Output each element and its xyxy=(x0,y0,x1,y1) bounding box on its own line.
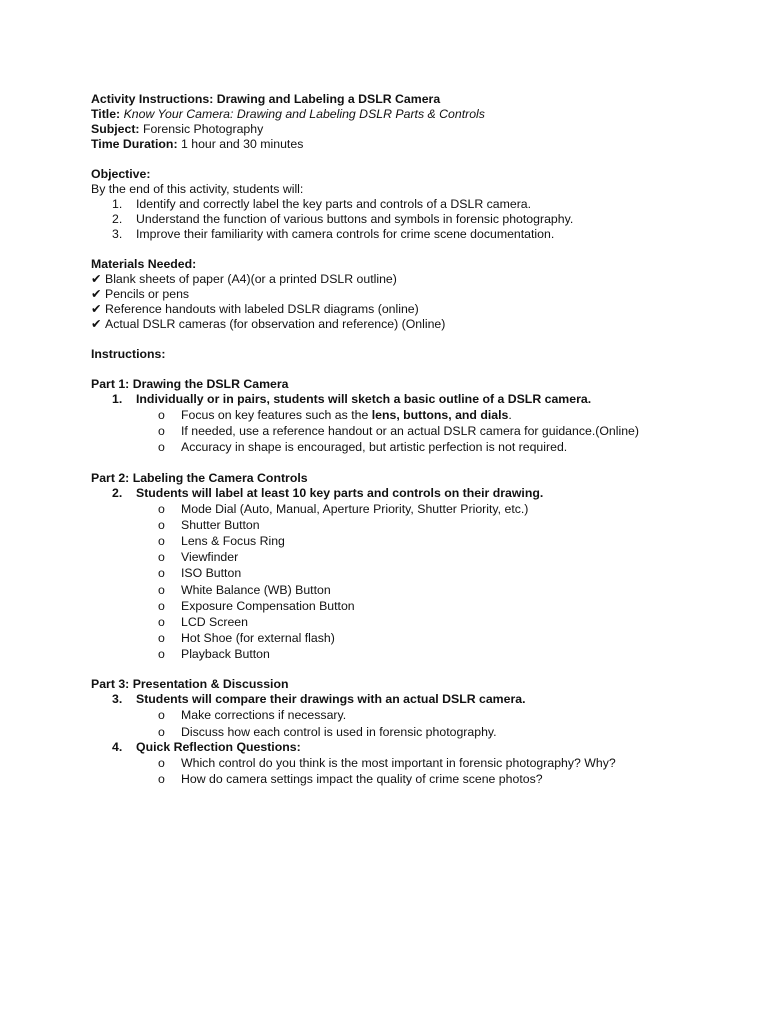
camera-part-item xyxy=(91,598,751,614)
spacer xyxy=(91,152,751,167)
camera-part-text: Lens & Focus Ring xyxy=(181,533,285,548)
materials-item xyxy=(91,272,751,287)
materials-item xyxy=(91,302,751,317)
camera-part-item xyxy=(91,614,751,630)
camera-part-text: Viewfinder xyxy=(181,550,239,565)
materials-item xyxy=(91,317,751,332)
camera-part-item xyxy=(91,630,751,646)
camera-part-item xyxy=(91,646,751,662)
sub-text: Discuss how each control is used in forensic photography. xyxy=(181,724,497,739)
objective-item xyxy=(91,227,751,242)
bullet-icon: o xyxy=(158,517,165,532)
duration-line xyxy=(91,137,751,152)
item-text: Pencils or pens xyxy=(105,287,190,301)
bullet-icon: o xyxy=(158,566,165,581)
bullet-icon: o xyxy=(158,708,165,723)
item-number: 2. xyxy=(112,485,123,500)
item-text: Actual DSLR cameras (for observation and reference) (Online) xyxy=(105,317,446,331)
bullet-icon: o xyxy=(158,424,165,439)
item-number: 2. xyxy=(112,212,123,226)
subject-line xyxy=(91,122,751,137)
spacer xyxy=(91,242,751,257)
camera-part-text: LCD Screen xyxy=(181,614,248,629)
camera-part-text: Hot Shoe (for external flash) xyxy=(181,631,335,646)
checkmark-icon: ✔ xyxy=(91,272,102,286)
objective-item xyxy=(91,197,751,212)
checkmark-icon: ✔ xyxy=(91,317,102,331)
spacer xyxy=(91,332,751,347)
bullet-icon: o xyxy=(158,647,165,662)
spacer xyxy=(91,456,751,471)
question-text: Which control do you think is the most important in forensic photography? Why? xyxy=(181,755,616,770)
document-heading: Activity Instructions: Drawing and Labeling a DSLR Camera xyxy=(91,92,441,106)
sub-text-start: Focus on key features such as the xyxy=(181,408,372,422)
item-number: 1. xyxy=(112,392,123,406)
duration-label: Time Duration: xyxy=(91,137,178,151)
part3-heading: Part 3: Presentation & Discussion xyxy=(91,677,289,692)
item-text: Identify and correctly label the key parts and controls of a DSLR camera. xyxy=(136,197,532,211)
document-body xyxy=(91,92,751,787)
sub-text-end: . xyxy=(508,408,512,422)
sub-text-bold: lens, buttons, and dials xyxy=(371,408,509,422)
task-text: Quick Reflection Questions: xyxy=(136,739,301,754)
title-value: Know Your Camera: Drawing and Labeling DSLR Parts & Controls xyxy=(123,107,485,121)
camera-part-item xyxy=(91,533,751,549)
camera-part-item xyxy=(91,565,751,581)
materials-heading: Materials Needed: xyxy=(91,257,197,271)
item-number: 1. xyxy=(112,197,123,211)
bullet-icon: o xyxy=(158,533,165,548)
bullet-icon: o xyxy=(158,598,165,613)
camera-part-item xyxy=(91,501,751,517)
sub-item xyxy=(91,724,751,740)
subject-label: Subject: xyxy=(91,122,140,136)
camera-part-text: White Balance (WB) Button xyxy=(181,582,331,597)
item-text: Understand the function of various buttons and symbols in forensic photography. xyxy=(136,212,574,226)
objective-item xyxy=(91,212,751,227)
sub-item xyxy=(91,439,751,455)
camera-part-text: Mode Dial (Auto, Manual, Aperture Priority, Shutter Priority, etc.) xyxy=(181,501,529,516)
sub-item xyxy=(91,707,751,723)
bullet-icon: o xyxy=(158,582,165,597)
sub-text: If needed, use a reference handout or an actual DSLR camera for guidance.(Online) xyxy=(181,424,639,439)
task-text: Students will label at least 10 key parts and controls on their drawing. xyxy=(136,485,544,500)
part3-task xyxy=(91,692,751,707)
reflection-question xyxy=(91,755,751,771)
camera-part-item xyxy=(91,549,751,565)
bullet-icon: o xyxy=(158,408,165,422)
objective-intro: By the end of this activity, students will: xyxy=(91,182,304,196)
sub-text: Make corrections if necessary. xyxy=(181,708,347,723)
sub-item xyxy=(91,423,751,439)
title-label: Title: xyxy=(91,107,121,121)
task-text: Students will compare their drawings with an actual DSLR camera. xyxy=(136,692,526,707)
camera-part-text: Shutter Button xyxy=(181,517,260,532)
spacer xyxy=(91,362,751,377)
part2-heading: Part 2: Labeling the Camera Controls xyxy=(91,470,308,485)
sub-text: Accuracy in shape is encouraged, but artistic perfection is not required. xyxy=(181,440,568,455)
bullet-icon: o xyxy=(158,614,165,629)
subject-value: Forensic Photography xyxy=(142,122,264,136)
part2-task xyxy=(91,486,751,501)
part1-task xyxy=(91,392,751,407)
bullet-icon: o xyxy=(158,440,165,455)
bullet-icon: o xyxy=(158,724,165,739)
checkmark-icon: ✔ xyxy=(91,287,102,301)
item-text: Blank sheets of paper (A4)(or a printed DSLR outline) xyxy=(105,272,397,286)
item-number: 3. xyxy=(112,227,123,241)
bullet-icon: o xyxy=(158,755,165,770)
camera-part-item xyxy=(91,582,751,598)
bullet-icon: o xyxy=(158,631,165,646)
item-number: 3. xyxy=(112,692,123,707)
materials-item xyxy=(91,287,751,302)
part1-heading: Part 1: Drawing the DSLR Camera xyxy=(91,377,289,391)
camera-part-text: Playback Button xyxy=(181,647,270,662)
spacer xyxy=(91,662,751,677)
sub-item xyxy=(91,407,751,423)
bullet-icon: o xyxy=(158,550,165,565)
title-line xyxy=(91,107,751,122)
task-text: Individually or in pairs, students will sketch a basic outline of a DSLR camera. xyxy=(136,392,592,406)
camera-part-item xyxy=(91,517,751,533)
item-number: 4. xyxy=(112,739,123,754)
question-text: How do camera settings impact the quality of crime scene photos? xyxy=(181,772,543,786)
camera-part-text: Exposure Compensation Button xyxy=(181,598,355,613)
bullet-icon: o xyxy=(158,772,165,786)
duration-value: 1 hour and 30 minutes xyxy=(180,137,304,151)
bullet-icon: o xyxy=(158,501,165,516)
camera-part-text: ISO Button xyxy=(181,566,242,581)
checkmark-icon: ✔ xyxy=(91,302,102,316)
instructions-heading: Instructions: xyxy=(91,347,166,361)
item-text: Improve their familiarity with camera controls for crime scene documentation. xyxy=(136,227,555,241)
item-text: Reference handouts with labeled DSLR diagrams (online) xyxy=(105,302,419,316)
reflection-task xyxy=(91,740,751,755)
objective-heading: Objective: xyxy=(91,167,151,181)
reflection-question xyxy=(91,771,751,787)
